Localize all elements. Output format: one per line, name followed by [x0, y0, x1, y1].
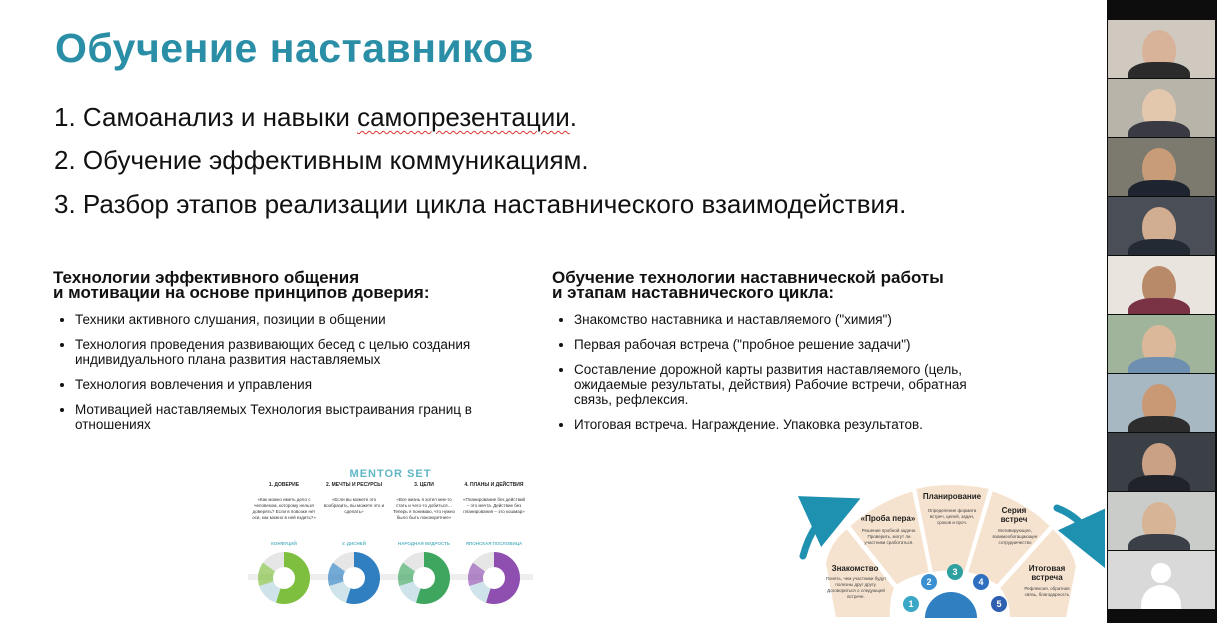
cycle-text-1: Понять, чем участники будут полезны друг другу. Договориться о следующей встрече. [825, 576, 887, 599]
cycle-label-1: Знакомство [831, 564, 879, 573]
left-item-2: • Технология проведения развивающих бесед с целью создания индивидуального плана развития наставляемых [75, 337, 523, 367]
point-3-number: 3. [54, 189, 76, 219]
cycle-text-2: Решение пробной задачи. Проверить, могут ли участники сработаться. [861, 528, 917, 545]
mentor-pie-3 [398, 552, 450, 604]
mentor-col-1-head: 1. ДОВЕРИЕ [268, 482, 300, 488]
cycle-label-2: «Проба пера» [860, 514, 916, 523]
right-column [552, 270, 1022, 442]
cycle-number-2: 2 [921, 574, 937, 590]
slide-title: Обучение наставников [55, 25, 534, 71]
mentor-col-1-text: «Как можно иметь дело с человеком, которому нельзя доверять? Если в повозке нет оси, как можно в ней ездить?» [252, 497, 316, 520]
mentor-set-graphic [248, 462, 533, 610]
mentor-col-4-caption: ЯПОНСКАЯ ПОСЛОВИЦА [465, 541, 523, 546]
cycle-text-4: Мотивирующее, взаимообогащающее сотрудничество [992, 528, 1038, 545]
mentoring-cycle-graphic [795, 478, 1105, 623]
mentor-col-4-text: «Планирование без действий – это мечта. Действие без планирования – это кошмар» [462, 497, 526, 514]
right-item-3: • Составление дорожной карты развития наставляемого (цель, ожидаемые результаты, действия) Рабочие встречи, обратная связь, рефлексия. [574, 362, 1022, 407]
point-2-number: 2. [54, 145, 76, 175]
point-1 [54, 102, 577, 133]
point-1-text: Самоанализ и навыки [82, 102, 358, 132]
point-2 [54, 145, 589, 176]
participant-tile-10[interactable] [1108, 551, 1215, 609]
left-column-list [53, 312, 523, 432]
cycle-text-5: Рефлексия, обратная связь, благодарность [1024, 586, 1070, 597]
participant-tile-1[interactable] [1108, 20, 1215, 78]
participant-tile-7[interactable] [1108, 374, 1215, 432]
participant-tile-4[interactable] [1108, 197, 1215, 255]
right-item-2: • Первая рабочая встреча ("пробное решение задачи") [574, 337, 1022, 352]
mentor-col-2-head: 2. МЕЧТЫ И РЕСУРСЫ [326, 482, 382, 488]
mentor-pie-4 [468, 552, 520, 604]
mentor-col-4 [462, 482, 526, 546]
right-item-4: • Итоговая встреча. Награждение. Упаковка результатов. [574, 417, 1022, 432]
point-1-end: . [569, 102, 578, 132]
participant-tile-3[interactable] [1108, 138, 1215, 196]
mentor-col-1 [252, 482, 316, 546]
point-2-text: Обучение эффективным коммуникациям. [82, 145, 589, 175]
left-item-1: • Техники активного слушания, позиции в общении [75, 312, 523, 327]
participant-video-sidebar [1107, 0, 1217, 623]
left-item-3: • Технология вовлечения и управления [75, 377, 523, 392]
participant-tile-9[interactable] [1108, 492, 1215, 550]
participant-tile-5[interactable] [1108, 256, 1215, 314]
participant-tile-8[interactable] [1108, 433, 1215, 491]
point-1-number: 1. [54, 102, 76, 132]
mentor-col-3-caption: НАРОДНАЯ МУДРОСТЬ [397, 541, 451, 546]
cycle-label-3: Планирование [922, 492, 982, 501]
point-3-text: Разбор этапов реализации цикла наставнического взаимодействия. [82, 189, 907, 219]
right-item-1: • Знакомство наставника и наставляемого ("химия") [574, 312, 1022, 327]
left-item-4: • Мотивацией наставляемых Технология выстраивания границ в отношениях [75, 402, 523, 432]
mentor-col-2 [322, 482, 386, 546]
cycle-center-fan [925, 592, 977, 618]
right-column-heading: Обучение технологии наставнической работы и этапам наставнического цикла: [552, 268, 944, 302]
point-3 [54, 189, 906, 220]
mentor-col-3-head: 3. ЦЕЛИ [414, 482, 434, 488]
mentor-col-2-text: «Если вы можете это вообразить, вы можете это и сделать» [323, 497, 385, 514]
participant-tile-6[interactable] [1108, 315, 1215, 373]
cycle-number-4: 4 [973, 574, 989, 590]
mentor-pie-2 [328, 552, 380, 604]
cycle-text-3: Определение формата встреч, целей, задач, сроков и проч. [927, 508, 977, 525]
left-column [53, 270, 523, 442]
mentor-set-title: MENTOR SET [349, 468, 432, 480]
cycle-label-4: Серия встреч [1000, 506, 1028, 524]
mentor-col-2-caption: У. ДИСНЕЙ [342, 541, 366, 546]
cycle-number-3: 3 [947, 564, 963, 580]
mentor-col-3 [392, 482, 456, 546]
right-column-list [552, 312, 1022, 432]
left-column-heading: Технологии эффективного общения и мотивации на основе принципов доверия: [53, 268, 430, 302]
cycle-number-1: 1 [903, 596, 919, 612]
mentor-col-3-text: «Все жизнь я хотел кем-то стать и чего-то добиться… Теперь я понимаю, что нужно было быть поконкретнее» [392, 497, 456, 520]
cycle-label-5: Итоговая встреча [1028, 564, 1066, 582]
default-avatar-body-icon [1141, 585, 1181, 609]
participant-tile-2[interactable] [1108, 79, 1215, 137]
spellcheck-marked-word: самопрезентации [357, 102, 570, 132]
default-avatar-icon [1151, 563, 1171, 583]
mentor-col-1-caption: КОНФУЦИЙ [271, 541, 297, 546]
cycle-number-5: 5 [991, 596, 1007, 612]
mentor-col-4-head: 4. ПЛАНЫ И ДЕЙСТВИЯ [464, 482, 524, 488]
mentor-pie-1 [258, 552, 310, 604]
